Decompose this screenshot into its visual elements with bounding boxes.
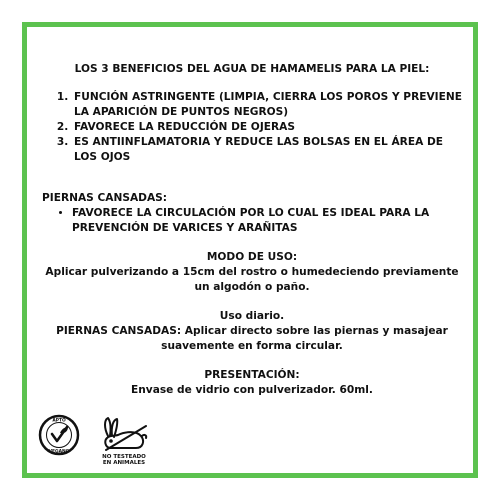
rabbit-icon [94, 414, 154, 454]
presentation-title: PRESENTACIÓN: [204, 369, 300, 381]
document-title: LOS 3 BENEFICIOS DEL AGUA DE HAMAMELIS PARA LA PIEL: [74, 63, 430, 75]
legs-usage-text: PIERNAS CANSADAS: Aplicar directo sobre las piernas y masajear suavemente en forma circular. [56, 325, 448, 352]
usage-text: Aplicar pulverizando a 15cm del rostro o humedeciendo previamente un algodón o paño. [45, 266, 459, 293]
not-tested-label [90, 454, 158, 466]
legs-item: • FAVORECE LA CIRCULACIÓN POR LO CUAL ES IDEAL PARA LA PREVENCIÓN DE VARICES Y ARAÑITAS [72, 206, 462, 236]
benefit-item: 3. ES ANTIINFLAMATORIA Y REDUCE LAS BOLSAS EN EL ÁREA DE LOS OJOS [72, 135, 462, 165]
legs-list [42, 206, 462, 236]
vegan-top-label: APTO [52, 418, 66, 424]
legs-heading: PIERNAS CANSADAS: [42, 192, 168, 204]
badges-area [38, 414, 158, 474]
vegan-bottom-label: VEGANO [48, 449, 70, 455]
vegan-badge-icon [38, 414, 80, 456]
benefit-item: 2. FAVORECE LA REDUCCIÓN DE OJERAS [72, 120, 462, 135]
daily-use: Uso diario. [219, 310, 285, 322]
not-tested-line1: NO TESTEADO [102, 454, 146, 460]
benefits-list [42, 90, 462, 165]
presentation-text: Envase de vidrio con pulverizador. 60ml. [131, 384, 373, 396]
usage-title: MODO DE USO: [206, 251, 298, 263]
info-card [42, 62, 462, 412]
not-tested-line2: EN ANIMALES [102, 460, 146, 466]
benefit-item: 1. FUNCIÓN ASTRINGENTE (LIMPIA, CIERRA LOS POROS Y PREVIENE LA APARICIÓN DE PUNTOS NEGROS) [72, 90, 462, 120]
